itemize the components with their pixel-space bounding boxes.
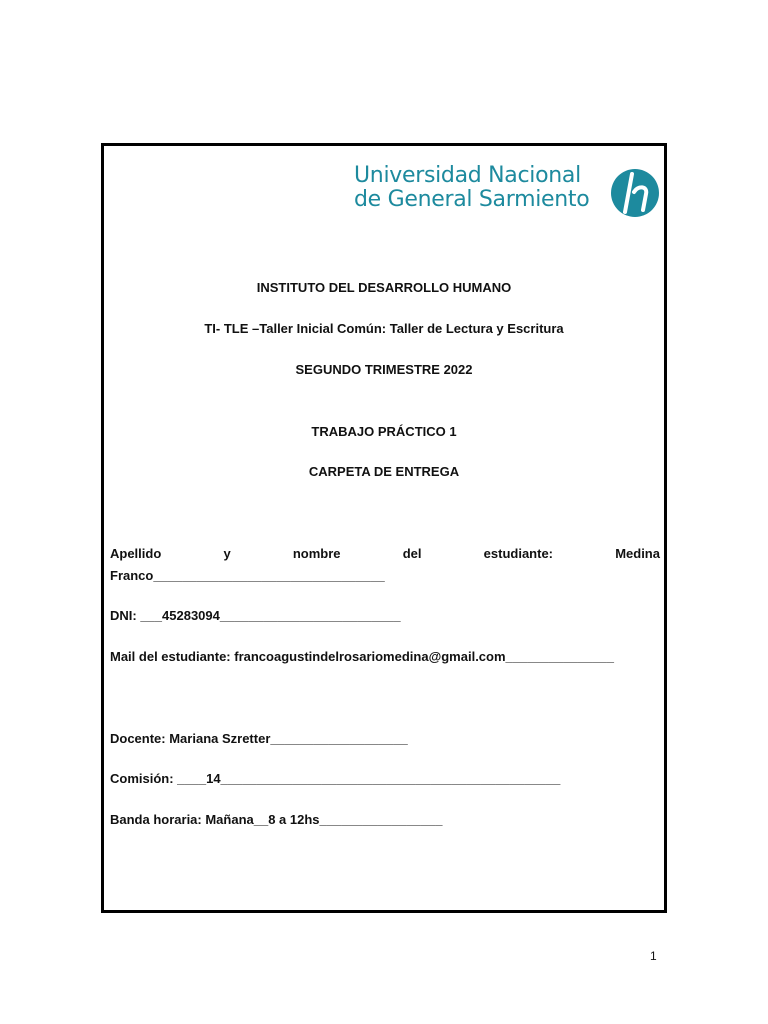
student-word: Medina — [615, 546, 660, 561]
mail-field: Mail del estudiante: francoagustindelrosariomedina@gmail.com_______________ — [110, 649, 614, 664]
cover-frame — [101, 143, 667, 913]
student-word: Apellido — [110, 546, 162, 561]
docente-field: Docente: Mariana Szretter___________________ — [110, 731, 408, 746]
student-name-line — [110, 546, 660, 561]
term-title: SEGUNDO TRIMESTRE 2022 — [295, 362, 473, 377]
university-emblem-icon — [610, 168, 660, 218]
comision-field: Comisión: ____14_______________________________________________ — [110, 771, 561, 786]
assignment-title: TRABAJO PRÁCTICO 1 — [311, 424, 457, 439]
course-title: TI- TLE –Taller Inicial Común: Taller de Lectura y Escritura — [204, 321, 564, 336]
logo-line-1: Universidad Nacional — [354, 163, 581, 188]
student-word: estudiante: — [483, 546, 554, 561]
institute-title: INSTITUTO DEL DESARROLLO HUMANO — [256, 280, 512, 295]
student-name-line-2: Franco________________________________ — [110, 568, 385, 583]
folder-title: CARPETA DE ENTREGA — [308, 464, 460, 479]
university-logo — [354, 164, 660, 224]
student-word: del — [402, 546, 422, 561]
page-number: 1 — [650, 949, 657, 963]
student-word: nombre — [292, 546, 341, 561]
banda-horaria-field: Banda horaria: Mañana__8 a 12hs_________________ — [110, 812, 443, 827]
logo-wordmark — [354, 164, 604, 212]
logo-line-2: de General Sarmiento — [354, 187, 590, 212]
student-word: y — [223, 546, 231, 561]
dni-field: DNI: ___45283094_________________________ — [110, 608, 401, 623]
